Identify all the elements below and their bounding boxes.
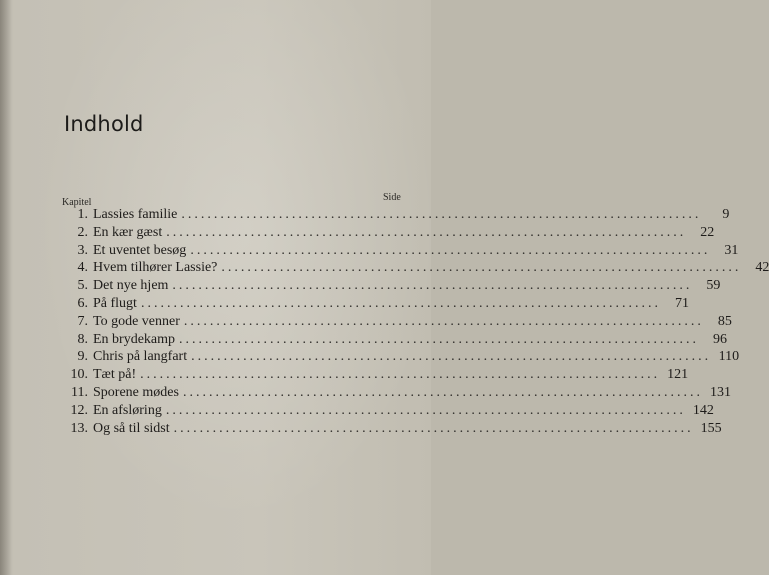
chapter-page-number: 96 [713,331,728,347]
table-of-contents [62,207,769,438]
toc-entry [62,295,689,314]
chapter-title: En afsløring [93,402,162,418]
chapter-page-number: 42 [755,260,769,276]
chapter-title: Lassies familie [93,207,178,222]
toc-entry [62,384,731,403]
chapter-title: Hvem tilhører Lassie? [93,260,218,276]
chapter-page-number: 110 [718,349,740,365]
column-header-page: Side [383,192,401,203]
toc-entry [62,207,730,225]
chapter-number: 13. [70,420,88,436]
chapter-number: 8. [77,331,88,347]
chapter-number: 7. [77,313,88,329]
page-title: Indhold [64,112,144,136]
dot-leader: ................................................................................ [183,313,704,329]
chapter-title: En kær gæst [93,224,163,240]
dot-leader: ................................................................................ [172,278,693,294]
dot-leader: ................................................................................ [190,242,711,258]
chapter-title: Et uventet besøg [93,242,187,258]
dot-leader: ................................................................................ [191,349,712,365]
toc-entry [62,224,715,243]
chapter-page-number: 59 [706,278,721,294]
chapter-number: 4. [77,260,88,276]
chapter-page-number: 71 [674,295,689,311]
dot-leader: ................................................................................ [140,295,661,311]
column-header-chapter: Kapitel [62,197,92,208]
dot-leader: ................................................................................ [165,402,686,418]
chapter-title: To gode venner [93,313,180,329]
toc-entry [62,313,732,332]
chapter-page-number: 121 [667,367,689,383]
toc-entry [62,278,721,296]
chapter-title: Chris på langfart [93,349,188,365]
dot-leader: ................................................................................ [181,207,702,222]
chapter-number: 3. [77,242,88,258]
chapter-page-number: 22 [700,224,715,240]
chapter-number: 6. [77,295,88,311]
page-spine-shadow [0,0,12,575]
toc-entry [62,402,714,421]
chapter-title: En brydekamp [93,331,176,347]
chapter-title: Sporene mødes [93,384,179,400]
chapter-title: Og så til sidst [93,420,170,436]
chapter-page-number: 142 [692,402,714,418]
toc-entry [62,331,728,350]
dot-leader: ................................................................................ [182,384,703,400]
dot-leader: ................................................................................ [166,224,687,240]
chapter-number: 12. [70,402,88,418]
chapter-page-number: 131 [709,384,731,400]
chapter-number: 9. [77,349,88,365]
chapter-number: 11. [71,384,88,400]
toc-entry [62,349,740,367]
chapter-page-number: 9 [722,207,730,222]
chapter-number: 1. [77,207,88,222]
chapter-title: Tæt på! [93,367,137,383]
chapter-page-number: 85 [717,313,732,329]
dot-leader: ................................................................................ [179,331,700,347]
chapter-title: På flugt [93,295,137,311]
chapter-title: Det nye hjem [93,278,169,294]
chapter-number: 2. [77,224,88,240]
dot-leader: ................................................................................ [221,260,742,276]
toc-entry [62,242,739,261]
toc-entry [62,260,769,278]
dot-leader: ................................................................................ [173,420,694,436]
chapter-number: 5. [77,278,88,294]
chapter-page-number: 155 [700,420,722,436]
chapter-number: 10. [70,367,88,383]
toc-entry [62,420,722,439]
toc-entry [62,367,689,385]
chapter-page-number: 31 [724,242,739,258]
dot-leader: ................................................................................ [140,367,661,383]
